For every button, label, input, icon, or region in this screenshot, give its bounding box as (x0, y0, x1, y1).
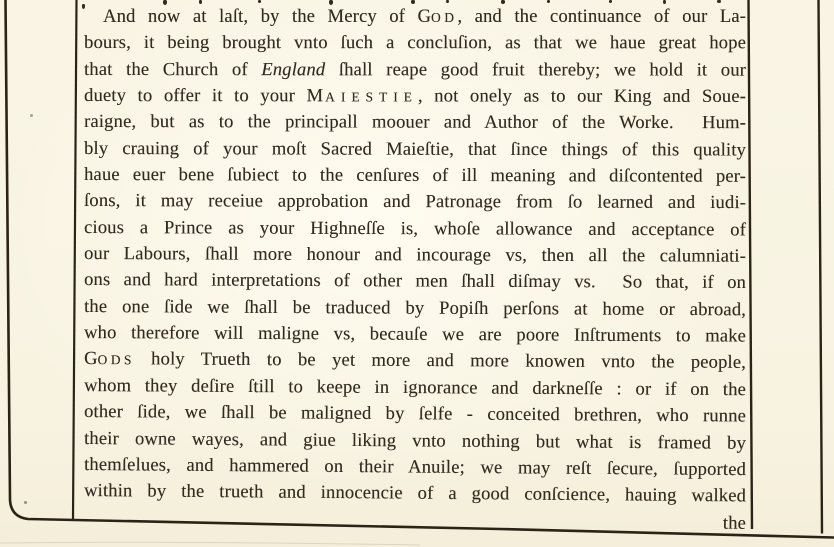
text-segment: cious a Prince as your Highneſſe is, whoſe allowance and acceptance of (83, 216, 747, 241)
text-line (84, 4, 746, 30)
text-line (84, 57, 746, 84)
text-line (84, 267, 746, 296)
text-segment: raigne, but as to the principall moouer and Author of the Worke. Hum- (83, 111, 747, 134)
text-segment: the one ſide we ſhall be traduced by Popiſh perſons at home or abroad, (83, 295, 747, 321)
text-line (84, 188, 746, 216)
text-segment: ſons, it may receiue approbation and Patronage from ſo learned and iudi- (83, 190, 747, 214)
text-line (84, 136, 746, 164)
text-segment: holy Trueth to be yet more and more knowen vnto the people, (134, 348, 747, 374)
text-segment: duety to offer it to your M (83, 85, 324, 107)
text-line (84, 294, 746, 324)
scan-artifact (547, 0, 550, 3)
scan-artifact (717, 0, 721, 3)
text-line (84, 241, 746, 270)
paper-speck (24, 501, 27, 504)
text-segment: bly crauing of your moſt Sacred Maieſtie, that ſince things of this quality (83, 137, 747, 161)
text-line (84, 30, 746, 57)
catchword: the (722, 512, 747, 534)
text-segment: other ſide, we ſhall be maligned by ſelfe - conceited brethren, who runne (83, 401, 747, 427)
text-segment: AIESTIE (325, 89, 418, 105)
text-line (84, 399, 746, 430)
text-segment: ſhall reape good fruit thereby; we hold it our (325, 58, 747, 81)
paper-speck (30, 114, 33, 117)
text-block (83, 4, 747, 534)
scan-artifact (609, 0, 612, 3)
text-segment: And now at laſt, by the Mercy of G (103, 6, 432, 27)
text-segment: haue euer bene ſubiect to the cenſures of ill meaning and diſcontented per- (83, 164, 747, 187)
text-line (84, 83, 746, 110)
text-segment: that the Church of (83, 58, 262, 80)
text-segment: who therefore will maligne vs, becauſe we are poore Inſtruments to make (83, 322, 747, 347)
text-segment: England (261, 58, 326, 80)
right-inner-rule (749, 0, 753, 529)
text-line (84, 346, 746, 376)
bottom-shadow-line (0, 542, 420, 545)
text-segment: , not onely as to our King and Soue- (417, 85, 747, 107)
left-inner-rule (73, 0, 77, 519)
scan-artifact (258, 0, 261, 3)
text-segment: whom they deſire ſtill to keepe in ignorance and darkneſſe : or if on the (83, 374, 747, 401)
text-segment: , and the continuance of our La- (457, 6, 746, 27)
text-segment: ODS (97, 352, 135, 368)
text-segment: our Labours, ſhall more honour and incourage vs, then all the calumniati- (83, 243, 747, 267)
scan-artifact (446, 0, 449, 3)
text-line (84, 109, 746, 137)
right-outer-rule (819, 0, 823, 534)
text-segment: within by the trueth and innocencie of a good conſcience, hauing walked (83, 480, 747, 507)
text-segment: OD (431, 10, 458, 25)
text-segment: G (83, 348, 98, 370)
text-line (84, 162, 746, 190)
text-segment: ons and hard interpretations of other men ſhall diſmay vs. So that, if on (83, 269, 747, 294)
text-line (84, 320, 746, 350)
text-segment: themſelues, and hammered on their Anuile; we may reſt ſecure, ſupported (83, 453, 747, 480)
text-segment: bours, it being brought vnto ſuch a concluſion, as that we haue great hope (83, 32, 747, 54)
text-line (84, 215, 746, 244)
text-segment: their owne wayes, and giue liking vnto nothing but what is framed by (83, 427, 747, 454)
